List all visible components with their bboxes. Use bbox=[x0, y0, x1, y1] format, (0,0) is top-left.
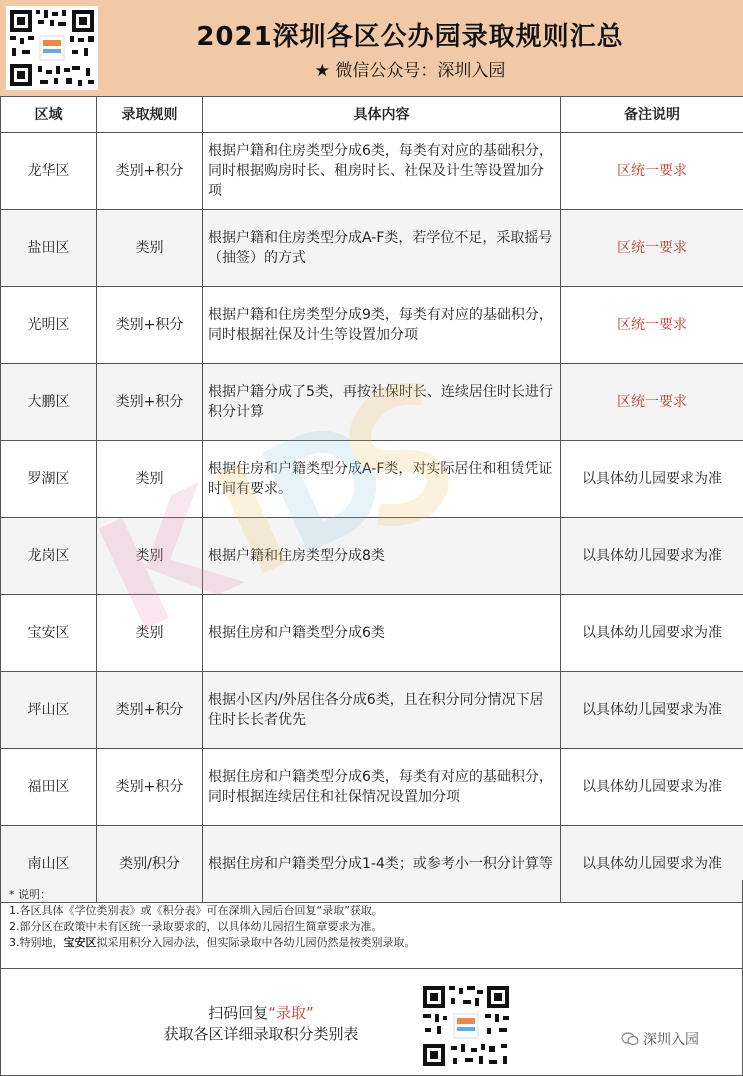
cell-detail: 根据住房和户籍类型分成A-F类，对实际居住和租赁凭证时间有要求。 bbox=[203, 441, 561, 518]
header-rule: 录取规则 bbox=[97, 97, 203, 133]
table-row bbox=[1, 595, 743, 672]
cell-area: 大鹏区 bbox=[1, 364, 97, 441]
cell-rule: 类别 bbox=[97, 441, 203, 518]
table-row bbox=[1, 672, 743, 749]
footer-scan-prefix: 扫码回复 bbox=[208, 1004, 269, 1022]
notes-heading: * 说明： bbox=[9, 888, 51, 901]
brand-label bbox=[621, 1029, 699, 1049]
footer-keyword: “录取” bbox=[268, 1004, 314, 1022]
note-line-1: 1.各区具体《学位类别表》或《积分表》可在深圳入园后台回复“录取”获取。 bbox=[9, 904, 383, 917]
cell-area: 龙华区 bbox=[1, 133, 97, 210]
cell-detail: 根据住房和户籍类型分成6类 bbox=[203, 595, 561, 672]
notes-section bbox=[0, 880, 743, 969]
cell-note: 区统一要求 bbox=[561, 287, 743, 364]
cell-area: 盐田区 bbox=[1, 210, 97, 287]
qr-code-top bbox=[6, 6, 98, 90]
wechat-icon bbox=[621, 1032, 639, 1046]
cell-area: 福田区 bbox=[1, 749, 97, 826]
cell-rule: 类别+积分 bbox=[97, 749, 203, 826]
table-row bbox=[1, 133, 743, 210]
note-line-2: 2.部分区在政策中未有区统一录取要求的，以具体幼儿园招生简章要求为准。 bbox=[9, 920, 383, 933]
header bbox=[0, 0, 743, 97]
brand-text: 深圳入园 bbox=[643, 1032, 699, 1048]
cell-area: 南山区 bbox=[1, 826, 97, 903]
note-line-3-district: 宝安区 bbox=[63, 936, 97, 949]
cell-note: 区统一要求 bbox=[561, 210, 743, 287]
cell-note: 区统一要求 bbox=[561, 364, 743, 441]
cell-area: 龙岗区 bbox=[1, 518, 97, 595]
cell-note: 以具体幼儿园要求为准 bbox=[561, 441, 743, 518]
qr-code-bottom bbox=[419, 984, 513, 1068]
header-detail: 具体内容 bbox=[203, 97, 561, 133]
cell-note: 以具体幼儿园要求为准 bbox=[561, 595, 743, 672]
cell-detail: 根据小区内/外居住各分成6类，且在积分同分情况下居住时长长者优先 bbox=[203, 672, 561, 749]
cell-note: 以具体幼儿园要求为准 bbox=[561, 518, 743, 595]
cell-detail: 根据户籍分成了5类，再按社保时长、连续居住时长进行积分计算 bbox=[203, 364, 561, 441]
table-row bbox=[1, 441, 743, 518]
cell-area: 宝安区 bbox=[1, 595, 97, 672]
cell-rule: 类别/积分 bbox=[97, 826, 203, 903]
table-row bbox=[1, 518, 743, 595]
cell-rule: 类别+积分 bbox=[97, 364, 203, 441]
cell-rule: 类别+积分 bbox=[97, 672, 203, 749]
cell-area: 光明区 bbox=[1, 287, 97, 364]
cell-rule: 类别 bbox=[97, 210, 203, 287]
table-header-row bbox=[1, 97, 743, 133]
cell-note: 区统一要求 bbox=[561, 133, 743, 210]
cell-rule: 类别 bbox=[97, 518, 203, 595]
header-note: 备注说明 bbox=[561, 97, 743, 133]
cell-detail: 根据住房和户籍类型分成6类，每类有对应的基础积分，同时根据连续居住和社保情况设置加分项 bbox=[203, 749, 561, 826]
cell-detail: 根据户籍和住房类型分成9类，每类有对应的基础积分，同时根据社保及计生等设置加分项 bbox=[203, 287, 561, 364]
table-row bbox=[1, 749, 743, 826]
cell-rule: 类别+积分 bbox=[97, 287, 203, 364]
cell-area: 罗湖区 bbox=[1, 441, 97, 518]
cell-note: 以具体幼儿园要求为准 bbox=[561, 826, 743, 903]
page-title: 2021深圳各区公办园录取规则汇总 bbox=[196, 22, 624, 52]
footer-description: 获取各区详细录取积分类别表 bbox=[163, 1025, 359, 1043]
rules-table bbox=[0, 96, 743, 903]
note-line-3 bbox=[9, 935, 742, 951]
header-area: 区域 bbox=[1, 97, 97, 133]
cell-note: 以具体幼儿园要求为准 bbox=[561, 749, 743, 826]
footer bbox=[0, 968, 743, 1076]
cell-detail: 根据户籍和住房类型分成8类 bbox=[203, 518, 561, 595]
cell-detail: 根据户籍和住房类型分成6类，每类有对应的基础积分，同时根据购房时长、租房时长、社保及计生等设置加分项 bbox=[203, 133, 561, 210]
note-line-3-end: 拟采用积分入园办法，但实际录取中各幼儿园仍然是按类别录取。 bbox=[96, 936, 416, 949]
cell-area: 坪山区 bbox=[1, 672, 97, 749]
cell-rule: 类别 bbox=[97, 595, 203, 672]
cell-note: 以具体幼儿园要求为准 bbox=[561, 672, 743, 749]
cell-detail: 根据住房和户籍类型分成1-4类；或参考小一积分计算等 bbox=[203, 826, 561, 903]
cell-rule: 类别+积分 bbox=[97, 133, 203, 210]
star-icon: ★ bbox=[314, 61, 330, 81]
page-subtitle bbox=[110, 56, 710, 81]
subtitle-text: 微信公众号：深圳入园 bbox=[335, 61, 506, 81]
table-row bbox=[1, 364, 743, 441]
note-line-3-start: 3.特别地， bbox=[9, 936, 64, 949]
table-row bbox=[1, 287, 743, 364]
footer-scan-text bbox=[141, 1002, 381, 1023]
table-row bbox=[1, 210, 743, 287]
cell-detail: 根据户籍和住房类型分成A-F类，若学位不足，采取摇号（抽签）的方式 bbox=[203, 210, 561, 287]
